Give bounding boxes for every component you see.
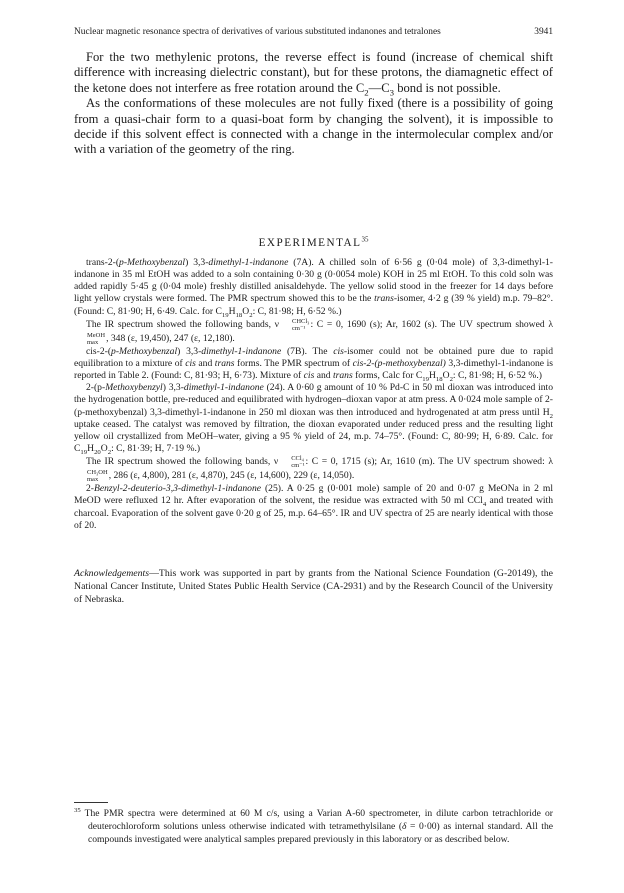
footnote-marker: 35: [74, 806, 81, 814]
experimental-section: [74, 257, 553, 532]
footnote: $^{35}$ The PMR spectra were determined at 60 M c/s, using a Varian A-60 spectrometer, in dilute carbon tetrachloride or deuterochloroform solutions unless otherwise indicated with tetramethylsilane (δ = 0·00) as internal standard. All the compounds investigated were analytical samples prepared previously in this laboratory or as described below.: [74, 806, 553, 845]
experimental-paragraph-5: The IR spectrum showed the following bands, ν CCl₄ cm⁻¹ : C = 0, 1715 (s); Ar, 1610 (m). The UV spectrum showed: λ CH₃OH max , 286 (ε, 4,800), 281 (ε, 4,870), 245 (ε, 14,600), 229 (ε, 14,050).: [86, 455, 553, 484]
experimental-paragraph-3: cis-2-(p-Methoxybenzal) 3,3-dimethyl-1-indanone (7B). The cis-isomer could not be obtained pure due to rapid equilibration to a mixture of cis and trans forms. The PMR spectrum of cis-2-(p-methoxybenzal) 3,3-dimethyl-1-indanone is reported in Table 2. (Found: C, 81·93; H, 6·73). Mixture of cis and trans forms, Calc for $C_{19}H_{18}O_2$: C, 81·98; H, 6·52 %.): [74, 345, 554, 383]
intro-text: [74, 50, 553, 158]
experimental-paragraph-1: trans-2-(p-Methoxybenzal) 3,3-dimethyl-1-indanone (7A). A chilled soln of 6·56 g (0·04 mole) of 3,3-dimethyl-1-indanone in 35 ml EtOH was added to a soln containing 0·30 g (0·0054 mole) KOH in 25 ml EtOH. To this cold soln was added rapidly 5·45 g (0·04 mole) freshly distilled anisaldehyde. The yellow solid stood in the freezer for 14 days before light yellow crystals were formed. The PMR spectrum showed this to be the trans-isomer, 4·2 g (39 % yield) m.p. 79–82°. (Found: C, 81·90; H, 6·49. Calc. for $C_{19}H_{18}O_2$: C, 81·98; H, 6·52 %.): [74, 257, 553, 319]
experimental-paragraph-2: The IR spectrum showed the following bands, ν CHCl₃ cm⁻¹ : C = 0, 1690 (s); Ar, 1602 (s). The UV spectrum showed λ MeOH max , 348 (ε, 19,450), 247 (ε, 12,180).: [86, 317, 553, 346]
page-number: 3941: [534, 27, 553, 37]
running-title: Nuclear magnetic resonance spectra of derivatives of various substituted indanones and tetralones: [74, 27, 441, 37]
intro-paragraph-1: For the two methylenic protons, the reverse effect is found (increase of chemical shift difference with increasing dielectric constant), but for these protons, the diamagnetic effect of the ketone does not interfere as free rotation around the $C_2—C_3$ bond is not possible.: [74, 50, 553, 98]
experimental-paragraph-6: 2-Benzyl-2-deuterio-3,3-dimethyl-1-indanone (25). A 0·25 g (0·001 mole) sample of 20 and 0·07 g MeONa in 2 ml MeOD were refluxed 12 hr. After evaporation of the solvent, the residue was extracted with 50 ml CCl$_4$ and treated with charcoal. Evaporation of the solvent gave 0·20 g of 25, m.p. 64–65°. IR and UV spectra of 25 are nearly identical with those of 20.: [74, 483, 553, 531]
acknowledgements-text: —This work was supported in part by grants from the National Science Foundation (G-20149), the National Cancer Institute, United States Public Health Service (CA-2931) and by the Research Council of the University of Nebraska.: [74, 568, 553, 606]
heading-reference: 35: [361, 235, 369, 244]
running-head: [74, 27, 553, 37]
acknowledgements: [74, 567, 553, 607]
section-heading: EXPERIMENTAL$^{35}$: [258, 235, 369, 249]
acknowledgements-label: Acknowledgements: [74, 568, 150, 579]
experimental-paragraph-4: 2-(p-Methoxybenzyl) 3,3-dimethyl-1-indanone (24). A 0·60 g amount of 10 % Pd-C in 50 ml dioxan was introduced into the hydrogenation bottle, pre-reduced and equilibrated with hydrogen–dioxan vapor at atm press. A 0·024 mole sample of 2-(p-methoxybenzal) 3,3-dimethyl-1-indanone in 250 ml dioxan was then introduced and hydrogenated at atm press until $H_2$ uptake ceased. The catalyst was removed by filtration, the dioxan evaporated under reduced press and the resulting light yellow oil crystallized from MeOH–water, giving a 95 % yield of 24, m.p. 74–75°. (Found: C, 80·99; H, 6·89. Calc. for $C_{19}H_{20}O_2$: C, 81·39; H, 7·19 %.): [74, 382, 553, 456]
intro-paragraph-2: As the conformations of these molecules are not fully fixed (there is a possibility of going from a quasi-chair form to a quasi-boat form by changing the solvent), it is impossible to decide if this solvent effect is connected with a change in the intermolecular complex and/or with a variation of the geometry of the ring.: [74, 96, 553, 157]
footnote-divider: [74, 802, 108, 803]
